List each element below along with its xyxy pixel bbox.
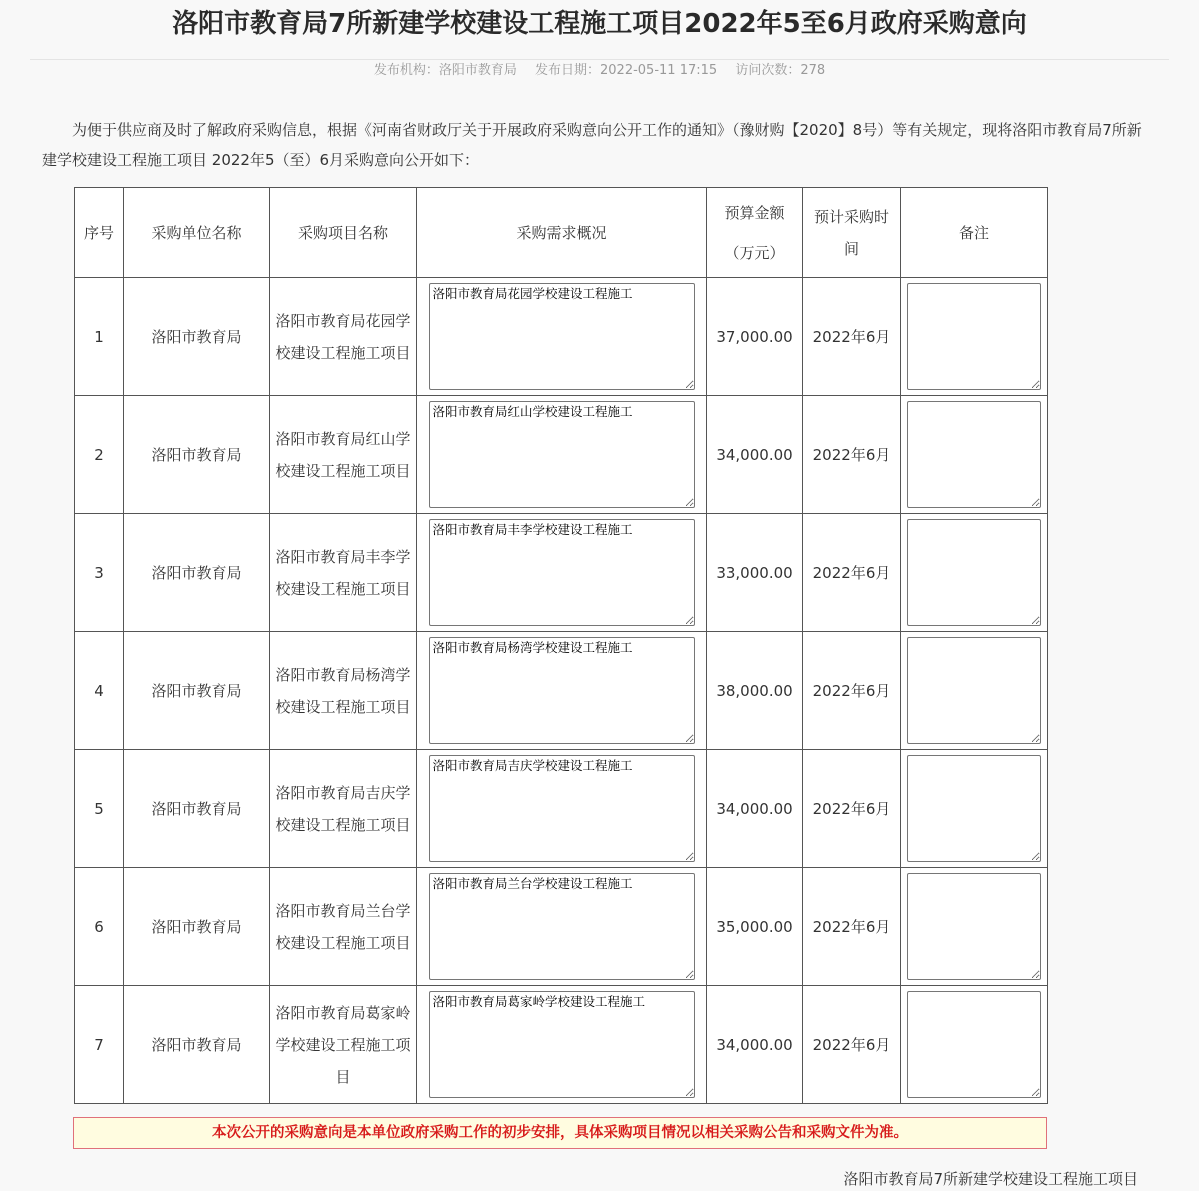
table-row [75, 632, 1048, 750]
row-project: 洛阳市教育局兰台学校建设工程施工项目 [270, 868, 417, 986]
row-project: 洛阳市教育局花园学校建设工程施工项目 [270, 278, 417, 396]
row-time: 2022年6月 [803, 396, 901, 514]
note-textarea[interactable] [907, 401, 1041, 508]
row-index: 2 [75, 396, 124, 514]
footer-signature: 洛阳市教育局7所新建学校建设工程施工项目 [843, 1170, 1138, 1188]
note-textarea[interactable] [907, 283, 1041, 390]
note-textarea[interactable] [907, 637, 1041, 744]
row-time: 2022年6月 [803, 278, 901, 396]
notice-banner: 本次公开的采购意向是本单位政府采购工作的初步安排，具体采购项目情况以相关采购公告和采购文件为准。 [73, 1117, 1047, 1149]
row-time: 2022年6月 [803, 868, 901, 986]
row-note-cell [901, 278, 1048, 396]
note-textarea[interactable] [907, 755, 1041, 862]
meta-date: 发布日期：2022-05-11 17:15 [535, 63, 718, 78]
row-budget: 34,000.00 [707, 750, 803, 868]
table-header-row [75, 188, 1048, 278]
meta-visits: 访问次数：278 [735, 63, 826, 78]
row-project: 洛阳市教育局杨湾学校建设工程施工项目 [270, 632, 417, 750]
header-note: 备注 [901, 188, 1048, 278]
note-textarea[interactable] [907, 873, 1041, 980]
row-budget: 33,000.00 [707, 514, 803, 632]
row-budget: 37,000.00 [707, 278, 803, 396]
row-project: 洛阳市教育局红山学校建设工程施工项目 [270, 396, 417, 514]
row-index: 6 [75, 868, 124, 986]
row-unit: 洛阳市教育局 [124, 750, 270, 868]
header-budget-unit: （万元） [724, 243, 785, 262]
row-time: 2022年6月 [803, 632, 901, 750]
header-unit: 采购单位名称 [124, 188, 270, 278]
row-note-cell [901, 750, 1048, 868]
row-note-cell [901, 868, 1048, 986]
row-index: 3 [75, 514, 124, 632]
row-note-cell [901, 632, 1048, 750]
header-budget [707, 188, 803, 278]
description-textarea[interactable] [429, 519, 695, 626]
row-time: 2022年6月 [803, 514, 901, 632]
table-row [75, 278, 1048, 396]
note-textarea[interactable] [907, 519, 1041, 626]
row-index: 7 [75, 986, 124, 1104]
description-textarea[interactable] [429, 873, 695, 980]
row-description-cell [417, 396, 707, 514]
row-description-cell [417, 750, 707, 868]
meta-publisher: 发布机构：洛阳市教育局 [373, 63, 517, 78]
header-description: 采购需求概况 [417, 188, 707, 278]
row-project: 洛阳市教育局丰李学校建设工程施工项目 [270, 514, 417, 632]
row-index: 4 [75, 632, 124, 750]
row-note-cell [901, 396, 1048, 514]
row-unit: 洛阳市教育局 [124, 632, 270, 750]
article-meta [0, 62, 1199, 80]
row-budget: 34,000.00 [707, 986, 803, 1104]
row-note-cell [901, 514, 1048, 632]
table-row [75, 750, 1048, 868]
description-textarea[interactable] [429, 283, 695, 390]
description-textarea[interactable] [429, 401, 695, 508]
row-budget: 34,000.00 [707, 396, 803, 514]
row-note-cell [901, 986, 1048, 1104]
row-project: 洛阳市教育局葛家岭学校建设工程施工项目 [270, 986, 417, 1104]
row-time: 2022年6月 [803, 750, 901, 868]
row-unit: 洛阳市教育局 [124, 514, 270, 632]
description-textarea[interactable] [429, 637, 695, 744]
header-budget-label: 预算金额 [724, 203, 785, 222]
row-unit: 洛阳市教育局 [124, 868, 270, 986]
header-index: 序号 [75, 188, 124, 278]
title-divider [30, 59, 1169, 60]
row-budget: 38,000.00 [707, 632, 803, 750]
row-project: 洛阳市教育局吉庆学校建设工程施工项目 [270, 750, 417, 868]
header-project: 采购项目名称 [270, 188, 417, 278]
table-row [75, 514, 1048, 632]
row-time: 2022年6月 [803, 986, 901, 1104]
row-description-cell [417, 986, 707, 1104]
row-description-cell [417, 632, 707, 750]
description-textarea[interactable] [429, 755, 695, 862]
description-textarea[interactable] [429, 991, 695, 1098]
row-description-cell [417, 868, 707, 986]
row-budget: 35,000.00 [707, 868, 803, 986]
page-title: 洛阳市教育局7所新建学校建设工程施工项目2022年5至6月政府采购意向 [172, 9, 1027, 39]
procurement-table [74, 187, 1048, 1104]
note-textarea[interactable] [907, 991, 1041, 1098]
row-unit: 洛阳市教育局 [124, 396, 270, 514]
row-unit: 洛阳市教育局 [124, 278, 270, 396]
row-index: 5 [75, 750, 124, 868]
row-index: 1 [75, 278, 124, 396]
row-description-cell [417, 278, 707, 396]
table-row [75, 986, 1048, 1104]
header-time: 预计采购时间 [803, 188, 901, 278]
row-unit: 洛阳市教育局 [124, 986, 270, 1104]
table-row [75, 396, 1048, 514]
table-row [75, 868, 1048, 986]
row-description-cell [417, 514, 707, 632]
intro-paragraph: 为便于供应商及时了解政府采购信息，根据《河南省财政厅关于开展政府采购意向公开工作的通知》（豫财购【2020】8号）等有关规定，现将洛阳市教育局7所新建学校建设工程施工项目 2022年5（至）6月采购意向公开如下： [42, 121, 1142, 169]
